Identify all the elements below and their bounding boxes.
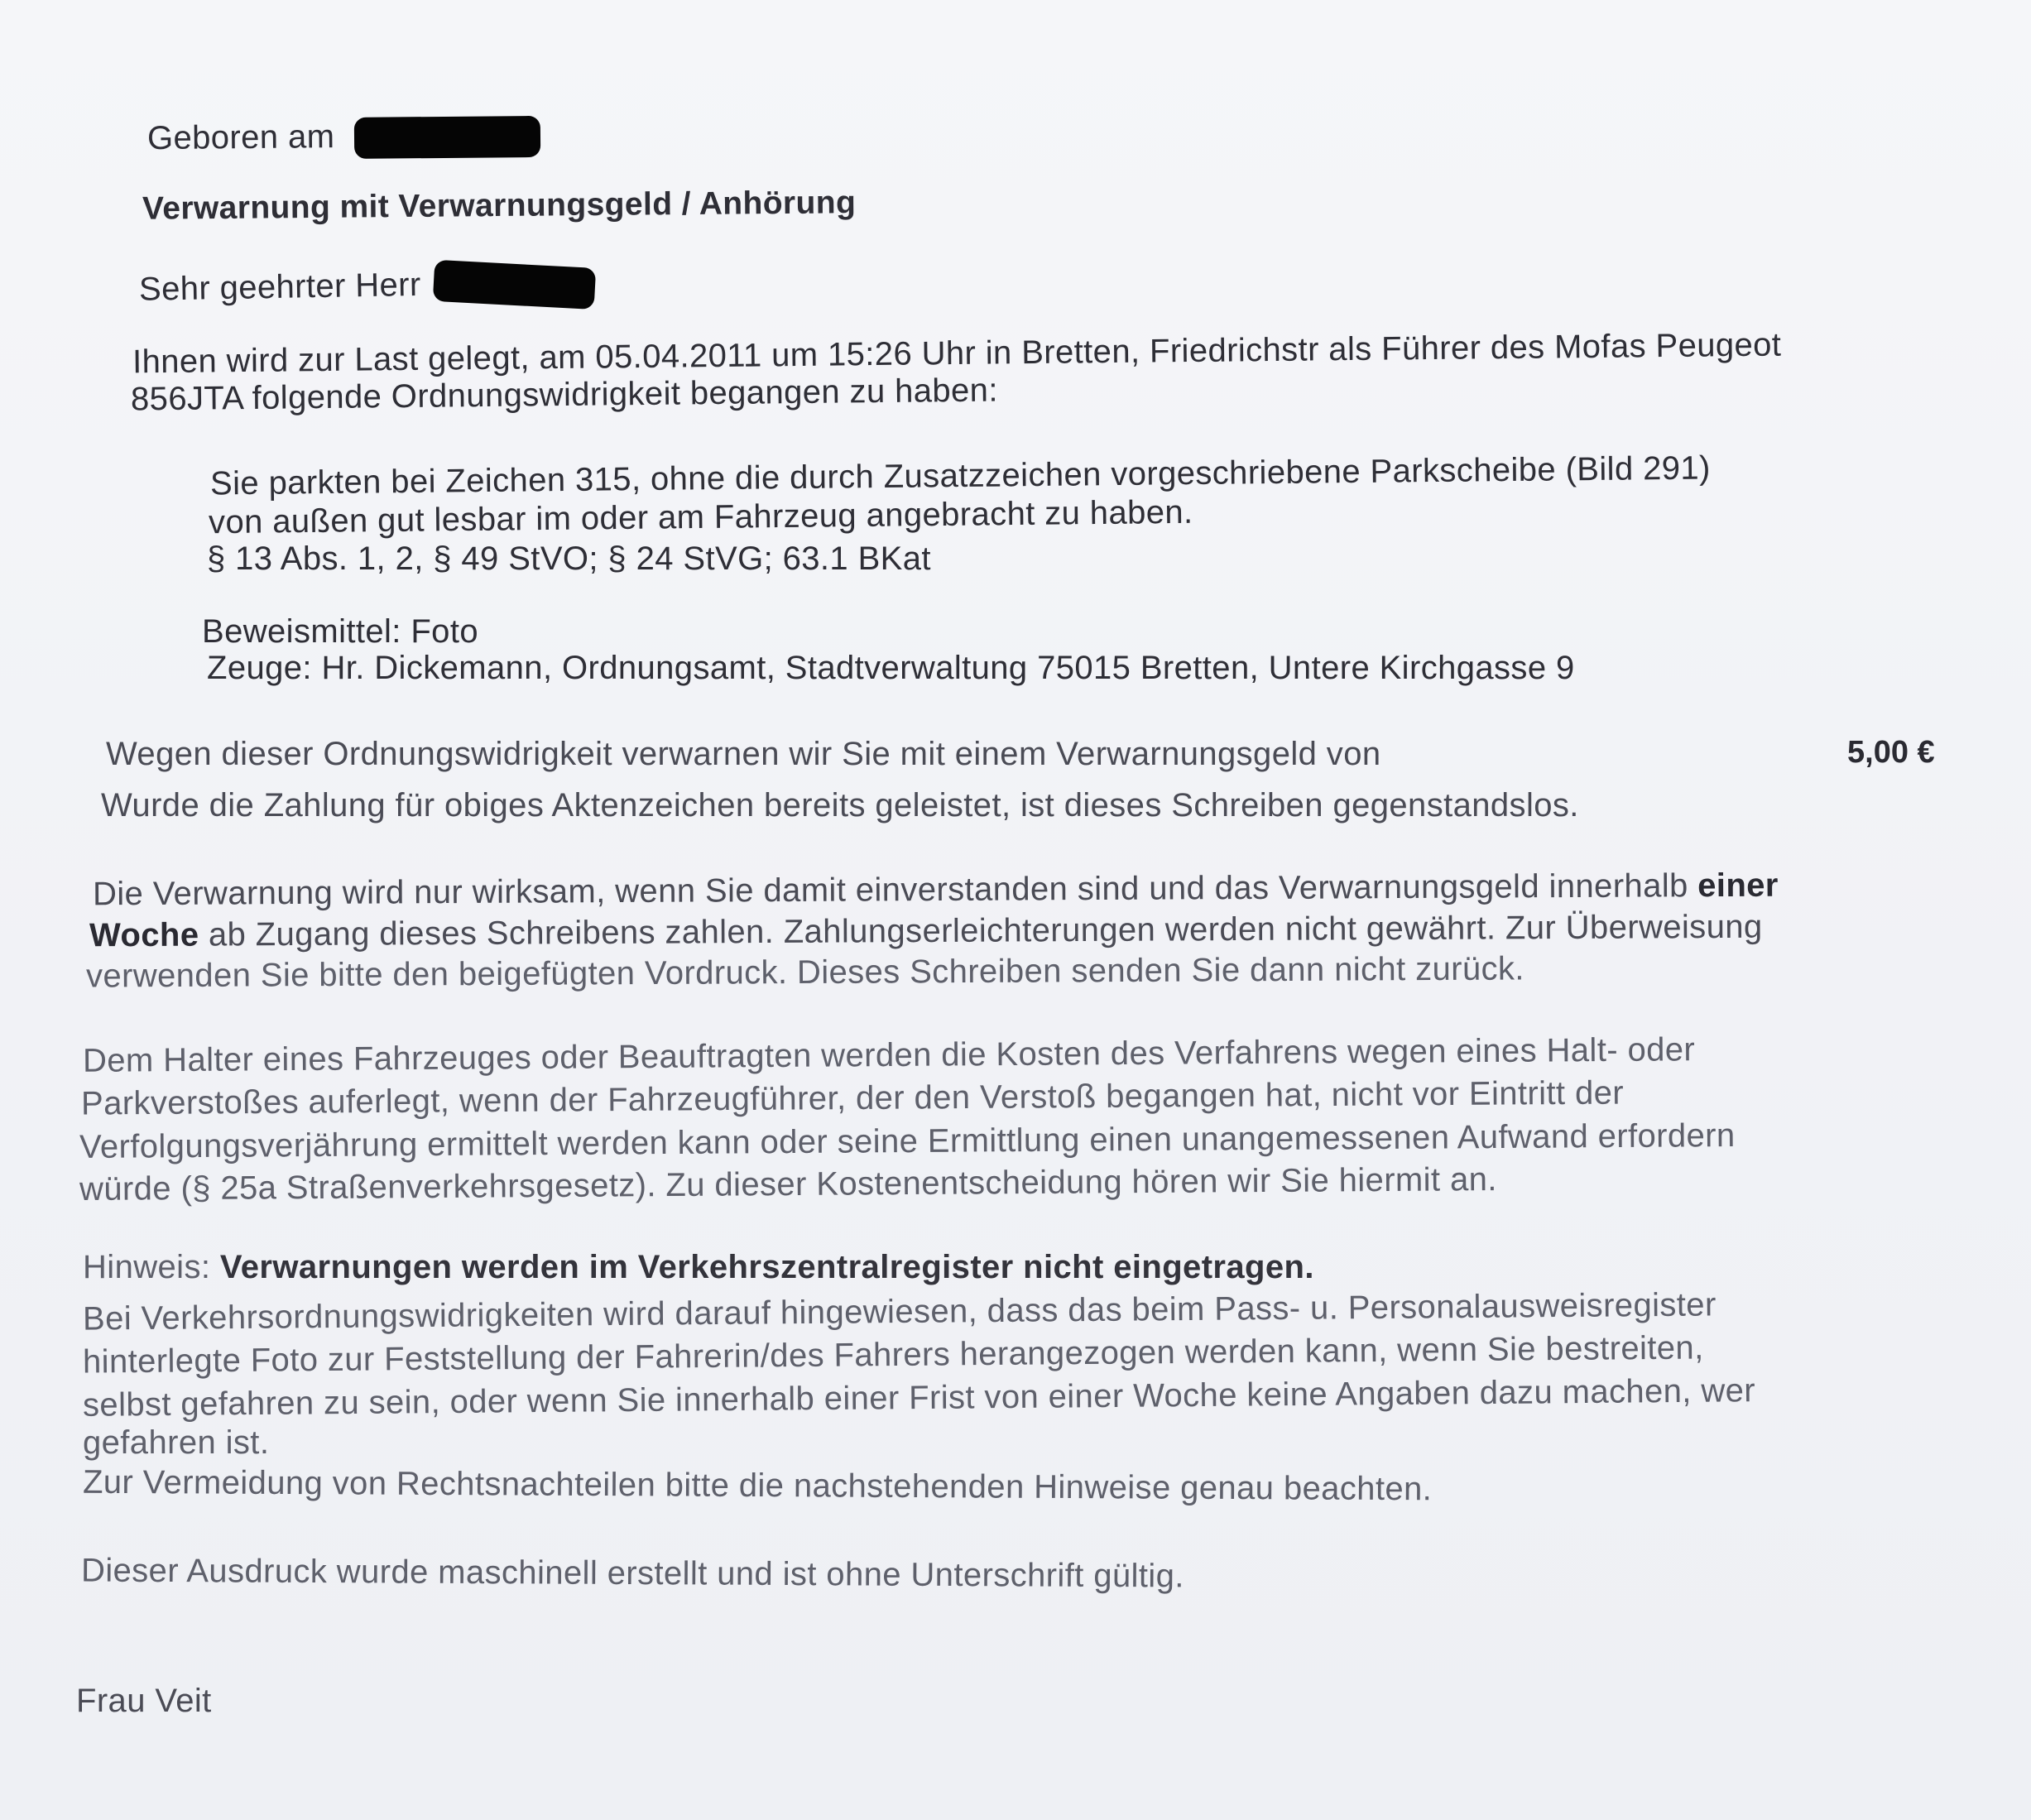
costs-line-4: würde (§ 25a Straßenverkehrsgesetz). Zu dieser Kostenentscheidung hören wir Sie hiermit an. xyxy=(79,1161,1497,1208)
evidence-witness: Zeuge: Hr. Dickemann, Ordnungsamt, Stadtverwaltung 75015 Bretten, Untere Kirchgasse 9 xyxy=(207,650,1575,686)
costs-line-1: Dem Halter eines Fahrzeuges oder Beauftragten werden die Kosten des Verfahrens wegen eines Halt- oder xyxy=(82,1031,1696,1079)
evidence-proof: Beweismittel: Foto xyxy=(202,613,478,650)
machine-generated-note: Dieser Ausdruck wurde maschinell erstellt und ist ohne Unterschrift gültig. xyxy=(80,1552,1184,1595)
validity-text-2: ab Zugang dieses Schreibens zahlen. Zahlungserleichterungen werden nicht gewährt. Zur Überweisung xyxy=(208,908,1763,953)
signature-name: Frau Veit xyxy=(76,1683,212,1719)
redacted-birth-date xyxy=(354,116,540,159)
offense-line-1: Sie parkten bei Zeichen 315, ohne die durch Zusatzzeichen vorgeschriebene Parkscheibe (Bild 291) xyxy=(209,449,1711,502)
salutation-text: Sehr geehrter Herr xyxy=(138,266,422,308)
validity-bold-week: Woche xyxy=(89,916,199,954)
validity-bold-one: einer xyxy=(1697,867,1779,905)
validity-line-3: verwenden Sie bitte den beigefügten Vordruck. Dieses Schreiben senden Sie dann nicht zurück. xyxy=(85,950,1524,995)
costs-line-2: Parkverstoßes auferlegt, wenn der Fahrzeugführer, der den Verstoß begangen hat, nicht vor Eintritt der xyxy=(80,1074,1625,1122)
fine-amount: 5,00 € xyxy=(1847,735,1935,770)
notice-line-2: hinterlegte Foto zur Feststellung der Fahrerin/des Fahrers herangezogen werden kann, wenn Sie bestreiten, xyxy=(82,1329,1704,1381)
letter-title: Verwarnung mit Verwarnungsgeld / Anhörung xyxy=(142,185,857,227)
offense-line-2: von außen gut lesbar im oder am Fahrzeug angebracht zu haben. xyxy=(208,493,1193,541)
fine-line-2: Wurde die Zahlung für obiges Aktenzeichen bereits geleistet, ist dieses Schreiben gegenstandslos. xyxy=(101,787,1579,824)
birth-date-line xyxy=(147,114,540,161)
salutation-line xyxy=(139,261,596,312)
birth-date-label: Geboren am xyxy=(146,118,335,157)
notice-line-4: gefahren ist. xyxy=(83,1424,270,1461)
charge-line-2: 856JTA folgende Ordnungswidrigkeit begangen zu haben: xyxy=(130,372,999,418)
notice-label: Hinweis: xyxy=(83,1249,211,1285)
notice-line-3: selbst gefahren zu sein, oder wenn Sie innerhalb einer Frist von einer Woche keine Angaben dazu machen, wer xyxy=(82,1372,1756,1424)
fine-line-1: Wegen dieser Ordnungswidrigkeit verwarnen wir Sie mit einem Verwarnungsgeld von xyxy=(106,736,1381,772)
notice-line-5: Zur Vermeidung von Rechtsnachteilen bitte die nachstehenden Hinweise genau beachten. xyxy=(82,1463,1433,1508)
notice-heading xyxy=(83,1246,1314,1288)
redacted-name xyxy=(433,260,596,310)
costs-line-3: Verfolgungsverjährung ermittelt werden kann oder seine Ermittlung einen unangemessenen Aufwand erfordern xyxy=(79,1117,1736,1165)
legal-reference: § 13 Abs. 1, 2, § 49 StVO; § 24 StVG; 63.1 BKat xyxy=(207,540,931,577)
validity-text-1: Die Verwarnung wird nur wirksam, wenn Sie damit einverstanden sind und das Verwarnungsgeld innerhalb xyxy=(92,867,1688,913)
notice-bold-text: Verwarnungen werden im Verkehrszentralregister nicht eingetragen. xyxy=(219,1249,1314,1285)
charge-line-1: Ihnen wird zur Last gelegt, am 05.04.2011 um 15:26 Uhr in Bretten, Friedrichstr als Führer des Mofas Peugeot xyxy=(132,326,1782,381)
notice-line-1: Bei Verkehrsordnungswidrigkeiten wird darauf hingewiesen, dass das beim Pass- u. Personalausweisregister xyxy=(82,1286,1717,1337)
